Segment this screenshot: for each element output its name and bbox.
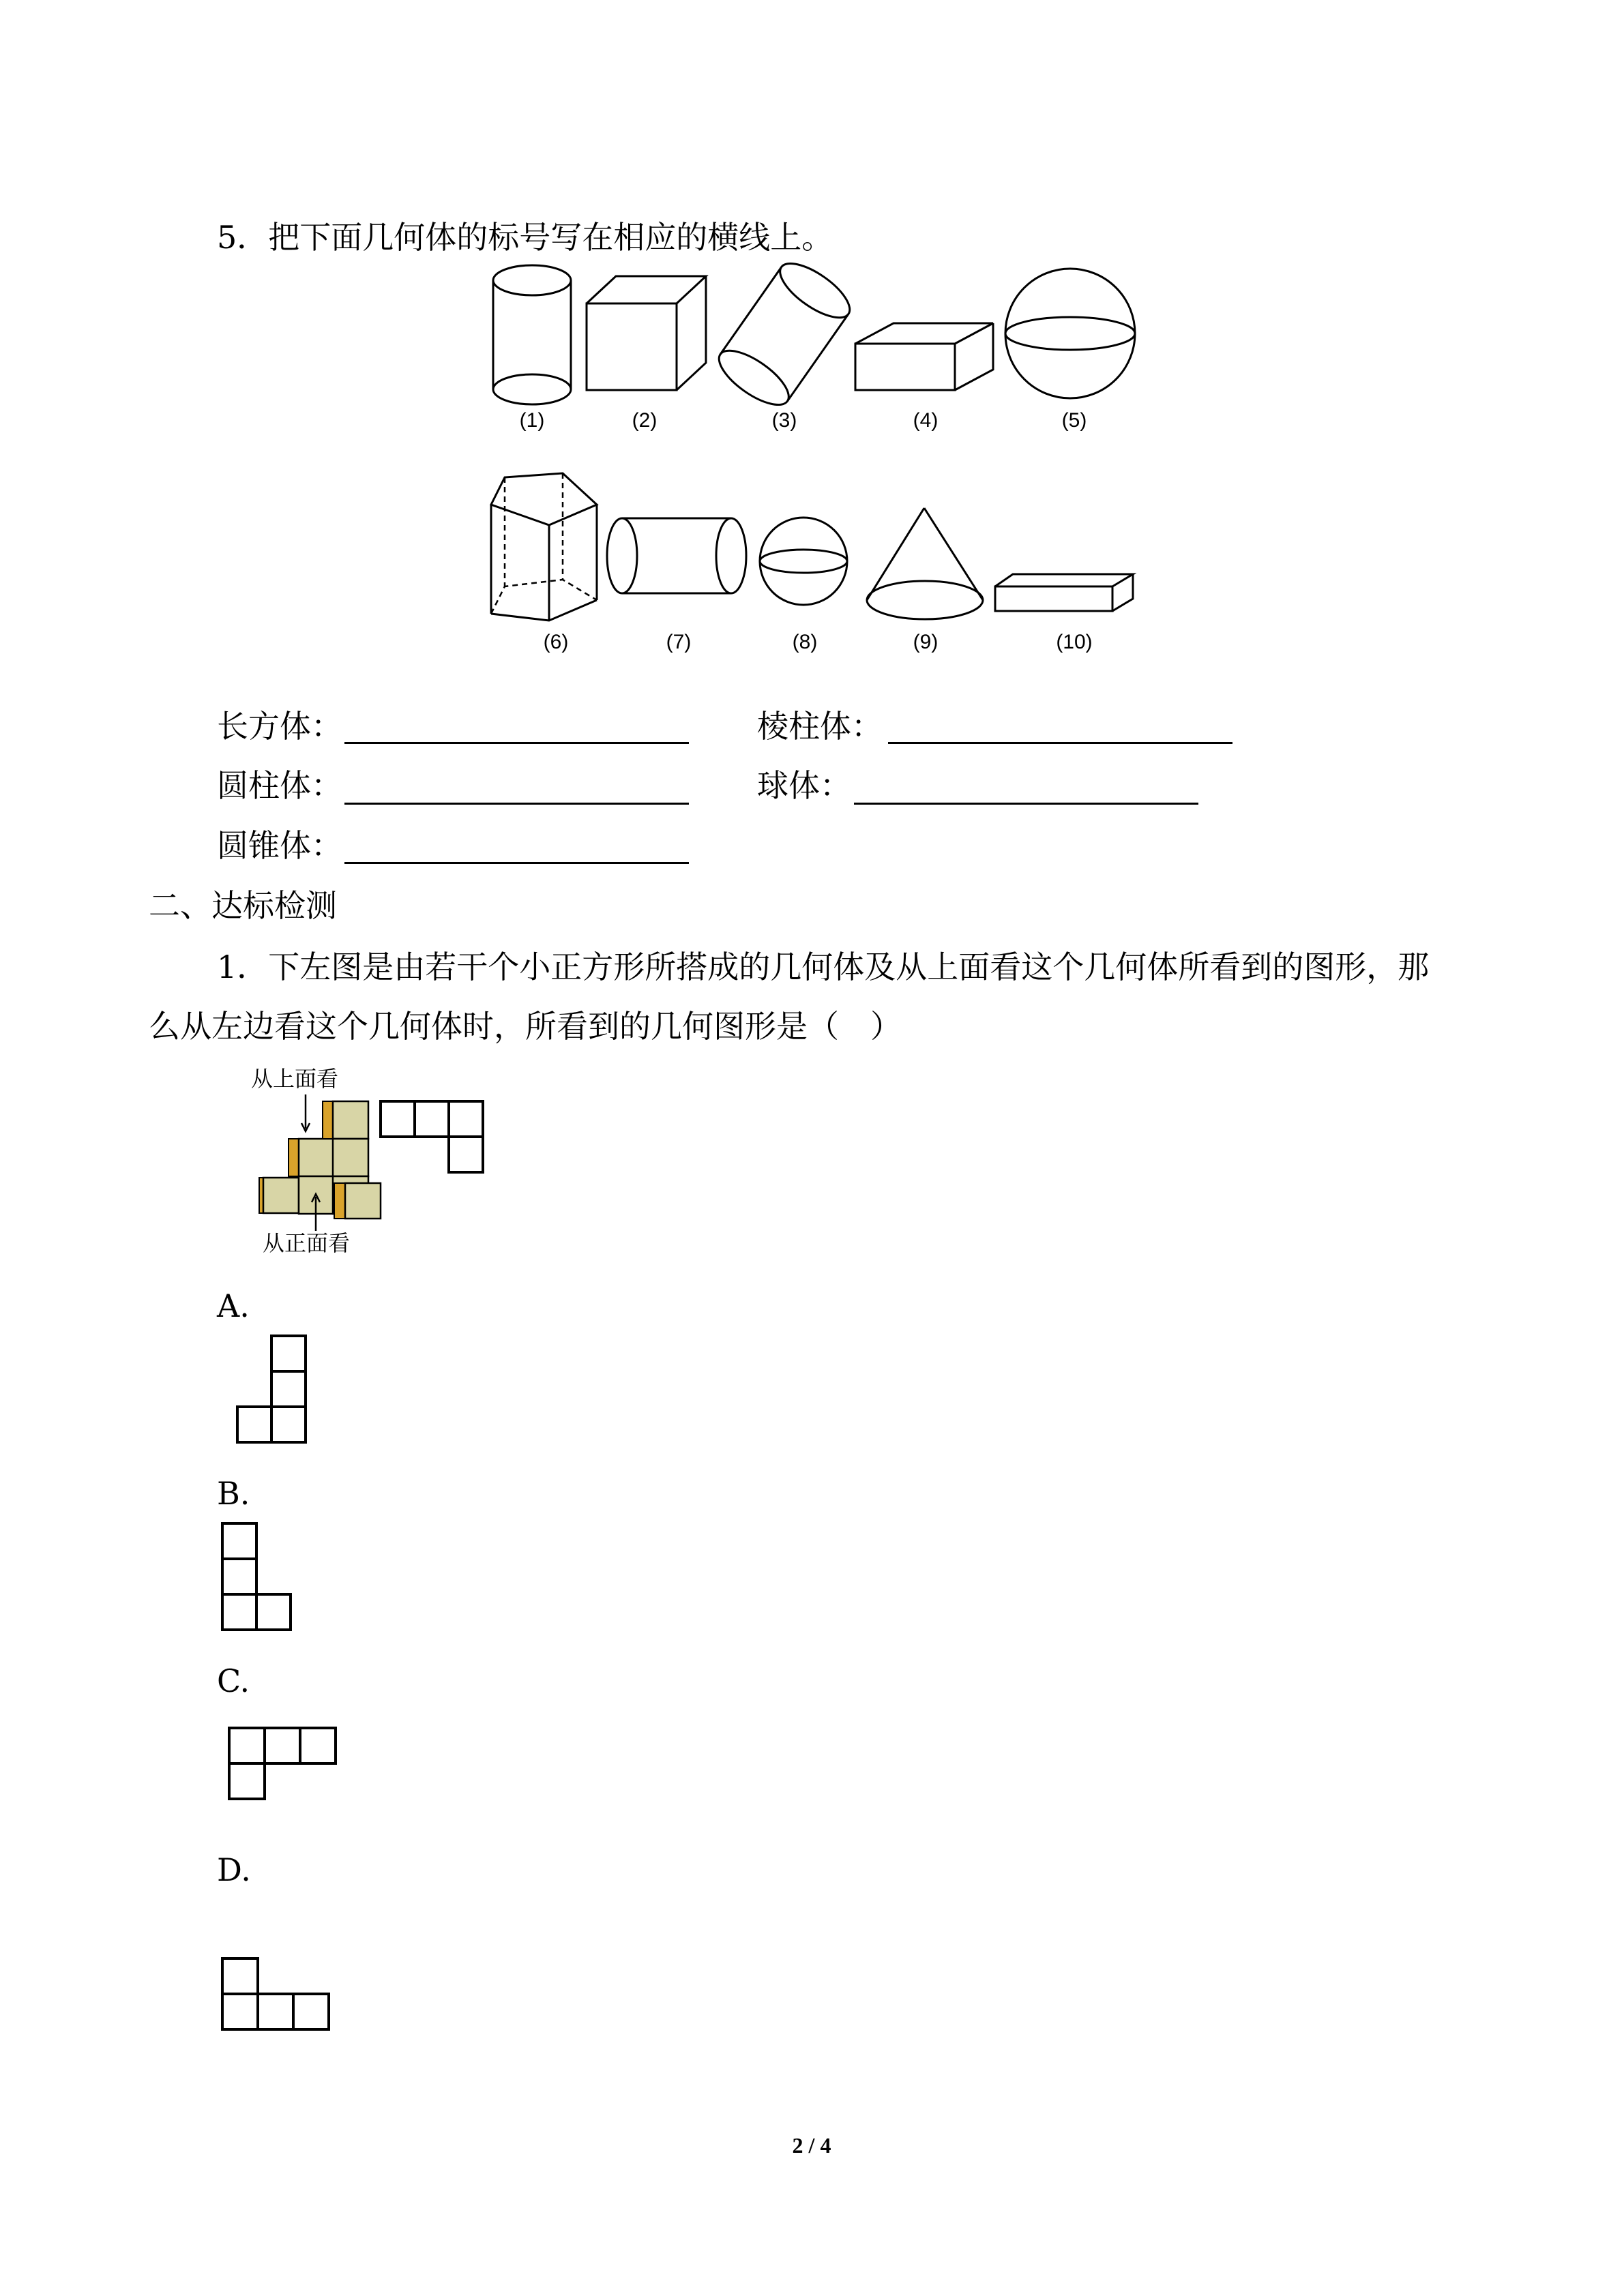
cylinder-blank-label: 圆柱体： xyxy=(217,767,342,804)
shape-label-6: (6) xyxy=(543,631,569,653)
prism-answer-line[interactable] xyxy=(888,742,1232,744)
cuboid-answer-line[interactable] xyxy=(344,742,689,744)
prism-blank-label: 棱柱体： xyxy=(757,708,883,745)
top-view-label: 从上面看 xyxy=(251,1066,339,1092)
shape-label-2: (2) xyxy=(632,409,658,432)
front-view-label: 从正面看 xyxy=(263,1230,351,1256)
shape-label-3: (3) xyxy=(771,409,797,432)
cone-answer-line[interactable] xyxy=(344,862,689,864)
shape-label-8: (8) xyxy=(792,631,818,653)
sphere-blank-label: 球体： xyxy=(757,767,851,804)
shape-label-9: (9) xyxy=(913,631,939,653)
cylinder-answer-line[interactable] xyxy=(344,803,689,805)
option-a-label: A. xyxy=(217,1287,250,1324)
shape-cone xyxy=(863,505,989,624)
option-d-label: D. xyxy=(217,1851,251,1888)
shape-cylinder-tilted xyxy=(716,263,853,406)
shape-cylinder-vertical xyxy=(488,263,576,406)
shape-label-4: (4) xyxy=(913,409,939,432)
shape-cuboid xyxy=(853,320,999,396)
shape-pentagonal-prism xyxy=(488,471,604,624)
shape-label-1: (1) xyxy=(519,409,545,432)
question-5-prompt: 5．把下面几何体的标号写在相应的横线上。 xyxy=(217,219,833,256)
option-b-label: B. xyxy=(217,1475,250,1512)
shape-label-5: (5) xyxy=(1061,409,1087,432)
shape-label-7: (7) xyxy=(666,631,692,653)
cone-blank-label: 圆锥体： xyxy=(217,827,342,864)
shape-cube xyxy=(583,273,709,396)
page-number: 2 / 4 xyxy=(792,2133,831,2158)
section-heading: 二、达标检测 xyxy=(149,887,337,924)
sphere-answer-line[interactable] xyxy=(854,803,1198,805)
shape-sphere-small xyxy=(757,515,853,610)
option-c-label: C. xyxy=(217,1663,250,1699)
shape-sphere-large xyxy=(1003,266,1139,402)
question-1-line-2: 么从左边看这个几何体时，所看到的几何图形是（ ） xyxy=(149,1008,902,1045)
option-d-figure[interactable] xyxy=(217,1956,336,2038)
shape-flat-cuboid xyxy=(992,571,1139,614)
option-c-figure[interactable] xyxy=(225,1725,344,1807)
shape-label-10: (10) xyxy=(1056,631,1093,653)
cuboid-blank-label: 长方体： xyxy=(217,708,342,745)
option-a-figure[interactable] xyxy=(232,1333,314,1449)
option-b-figure[interactable] xyxy=(217,1521,299,1637)
question-1-line-1: 1．下左图是由若干个小正方形所搭成的几何体及从上面看这个几何体所看到的图形，那 xyxy=(217,949,1430,985)
shape-cylinder-horizontal xyxy=(604,515,750,600)
